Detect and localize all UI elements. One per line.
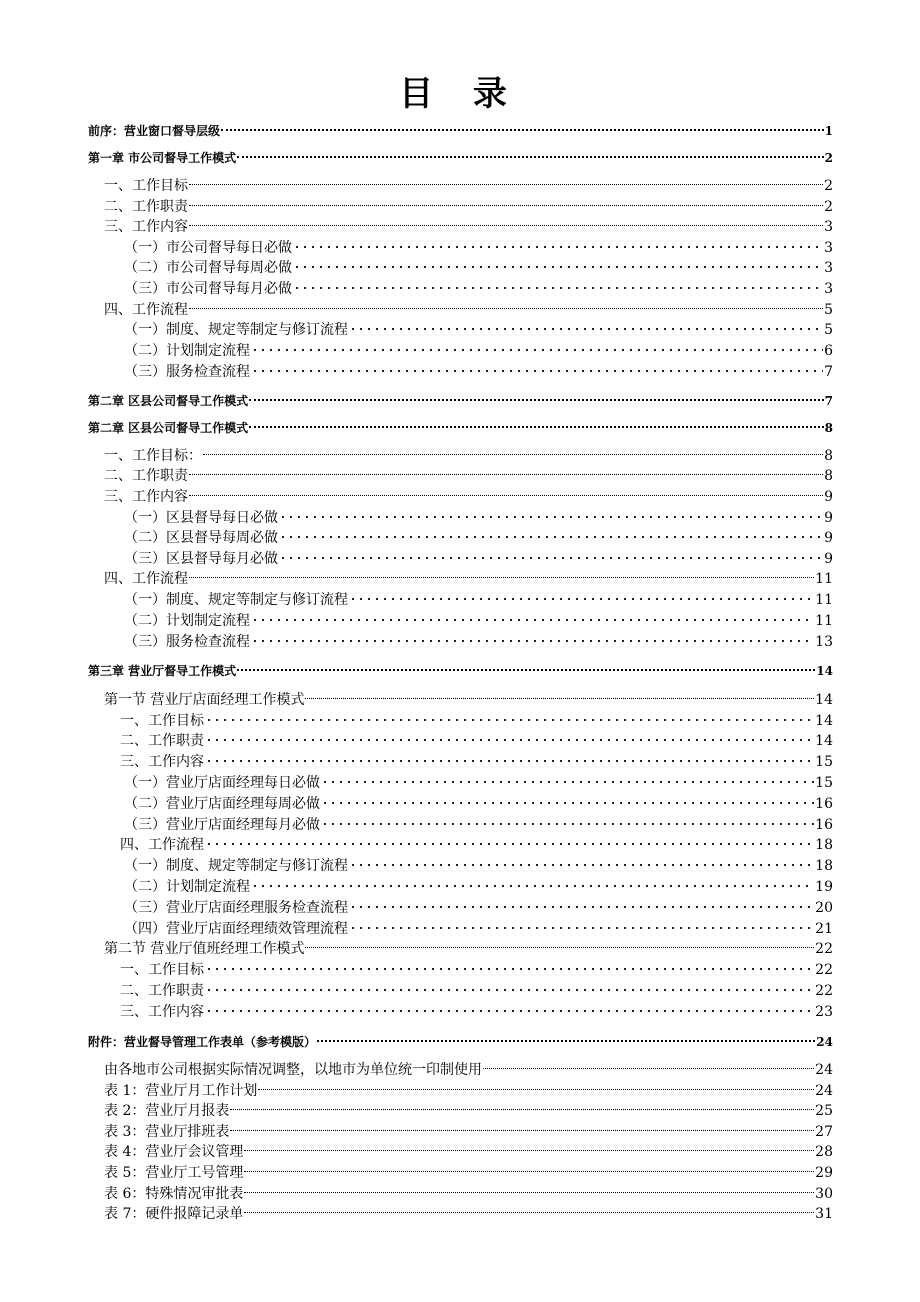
dot-leader — [249, 414, 823, 428]
toc-entry-label: （一）区县督导每日必做 — [124, 510, 278, 526]
toc-entry-label: （三）服务检查流程 — [124, 634, 250, 650]
dot-leader — [349, 327, 823, 331]
dot-leader — [205, 842, 814, 846]
dot-leader — [205, 988, 814, 992]
toc-entry-page: 14 — [815, 733, 833, 749]
toc-entry-label: 三、工作内容 — [104, 219, 188, 235]
toc-entry-label: 第一节 营业厅店面经理工作模式 — [104, 692, 305, 708]
toc-entry-label: 第一章 市公司督导工作模式 — [88, 151, 237, 165]
toc-entry-label: 三、工作内容 — [104, 489, 188, 505]
toc-entry[interactable] — [124, 257, 833, 277]
toc-entry-page: 9 — [824, 551, 833, 567]
toc-entry-chapter-3[interactable] — [88, 661, 833, 679]
dot-leader — [230, 1095, 814, 1110]
toc-entry-page: 7 — [824, 394, 833, 408]
toc-entry-label: 表 7：硬件报障记录单 — [104, 1206, 244, 1222]
toc-entry-label: （一）制度、规定等制定与修订流程 — [124, 322, 348, 338]
toc-entry-page: 5 — [824, 322, 833, 338]
toc-entry[interactable] — [124, 237, 833, 257]
toc-entry-label: （三）营业厅店面经理每月必做 — [124, 817, 320, 833]
toc-entry-label: 一、工作目标： — [104, 448, 202, 464]
toc-entry-page: 20 — [815, 900, 833, 916]
dot-leader — [279, 515, 823, 519]
dot-leader — [205, 738, 814, 742]
dot-leader — [189, 460, 823, 475]
dot-leader — [205, 967, 814, 971]
toc-entry-page: 2 — [824, 178, 833, 194]
toc-entry-page: 9 — [824, 530, 833, 546]
toc-entry-page: 25 — [815, 1103, 833, 1119]
toc-entry-page: 22 — [815, 941, 833, 957]
toc-entry[interactable] — [124, 814, 833, 834]
toc-entry-label: （二）计划制定流程 — [124, 879, 250, 895]
toc-entry-label: 表 3：营业厅排班表 — [104, 1124, 230, 1140]
dot-leader — [305, 684, 814, 699]
dot-leader — [251, 369, 823, 373]
toc-entry-label: （三）营业厅店面经理服务检查流程 — [124, 900, 348, 916]
toc-entry-page: 11 — [815, 613, 833, 629]
toc-entry-label: 表 4：营业厅会议管理 — [104, 1144, 244, 1160]
toc-entry-page: 19 — [815, 879, 833, 895]
toc-entry[interactable] — [120, 980, 833, 1000]
toc-entry-page: 7 — [824, 364, 833, 380]
dot-leader — [349, 926, 814, 930]
dot-leader — [251, 618, 814, 622]
toc-entry[interactable] — [124, 527, 833, 547]
toc-entry-page: 11 — [815, 571, 833, 587]
toc-entry-label: 四、工作流程 — [104, 571, 188, 587]
dot-leader — [483, 1054, 814, 1069]
toc-title: 目 录 — [399, 74, 521, 114]
dot-leader — [251, 884, 814, 888]
dot-leader — [189, 211, 823, 226]
toc-entry-label: （四）营业厅店面经理绩效管理流程 — [124, 921, 348, 937]
toc-entry-label: 表 2：营业厅月报表 — [104, 1103, 230, 1119]
toc-entry-page: 24 — [816, 1035, 833, 1049]
toc-entry-page: 14 — [816, 664, 833, 678]
toc-entry-label: （一）制度、规定等制定与修订流程 — [124, 858, 348, 874]
dot-leader — [321, 822, 814, 826]
toc-entry-label: 二、工作职责 — [120, 733, 204, 749]
dot-leader — [258, 1075, 814, 1090]
dot-leader — [189, 191, 823, 206]
toc-entry-page: 16 — [815, 796, 833, 812]
toc-entry-section-1[interactable] — [104, 689, 833, 709]
toc-entry-section-2[interactable] — [104, 938, 833, 958]
toc-entry-page: 3 — [824, 281, 833, 297]
toc-entry[interactable] — [124, 589, 833, 609]
toc-entry-page: 9 — [824, 510, 833, 526]
toc-entry-page: 22 — [815, 962, 833, 978]
toc-entry-page: 14 — [815, 692, 833, 708]
toc-entry-label: 表 6：特殊情况审批表 — [104, 1186, 244, 1202]
dot-leader — [317, 1028, 815, 1042]
toc-entry-page: 1 — [824, 124, 833, 138]
toc-entry-page: 29 — [815, 1165, 833, 1181]
toc-entry[interactable] — [104, 216, 833, 236]
toc-entry-page: 3 — [824, 240, 833, 256]
toc-entry-label: 三、工作内容 — [120, 754, 204, 770]
toc-entry-page: 18 — [815, 858, 833, 874]
toc-entry-label: 表 5：营业厅工号管理 — [104, 1165, 244, 1181]
toc-entry[interactable] — [124, 507, 833, 527]
toc-entry-page: 27 — [815, 1124, 833, 1140]
toc-entry-label: （一）市公司督导每日必做 — [124, 240, 292, 256]
toc-entry-page: 31 — [815, 1206, 833, 1222]
toc-entry-label: （一）营业厅店面经理每日必做 — [124, 775, 320, 791]
toc-entry[interactable] — [104, 299, 833, 319]
toc-entry-label: （三）服务检查流程 — [124, 364, 250, 380]
dot-leader — [251, 348, 823, 352]
dot-leader — [293, 265, 823, 269]
dot-leader — [205, 1009, 814, 1013]
toc-entry-page: 18 — [815, 837, 833, 853]
dot-leader — [205, 759, 814, 763]
toc-entry-label: 二、工作职责 — [104, 199, 188, 215]
toc-entry-label: 表 1：营业厅月工作计划 — [104, 1083, 258, 1099]
toc-entry-label: 四、工作流程 — [104, 302, 188, 318]
toc-entry[interactable] — [124, 361, 833, 381]
toc-entry[interactable] — [120, 959, 833, 979]
toc-entry[interactable] — [104, 486, 833, 506]
dot-leader — [321, 780, 814, 784]
toc-entry-label: 一、工作目标 — [120, 962, 204, 978]
dot-leader — [293, 286, 823, 290]
toc-entry-page: 11 — [815, 592, 833, 608]
dot-leader — [189, 294, 823, 309]
toc-entry[interactable] — [104, 1203, 833, 1223]
toc-entry-label: 第三章 营业厅督导工作模式 — [88, 664, 237, 678]
toc-entry-page: 21 — [815, 921, 833, 937]
toc-entry-page: 15 — [815, 754, 833, 770]
toc-entry-label: 第二章 区县公司督导工作模式 — [88, 421, 249, 435]
toc-entry-page: 15 — [815, 775, 833, 791]
toc-entry[interactable] — [120, 1001, 833, 1021]
dot-leader — [203, 440, 823, 455]
toc-entry-label: （二）计划制定流程 — [124, 343, 250, 359]
toc-entry-label: 二、工作职责 — [104, 468, 188, 484]
dot-leader — [189, 563, 814, 578]
dot-leader — [237, 144, 823, 158]
toc-entry-page: 3 — [824, 260, 833, 276]
toc-entry-chapter-2b[interactable] — [88, 418, 833, 436]
toc-entry-page: 14 — [815, 713, 833, 729]
toc-entry-page: 28 — [815, 1144, 833, 1160]
toc-entry[interactable] — [120, 710, 833, 730]
toc-entry-label: （二）区县督导每周必做 — [124, 530, 278, 546]
toc-entry-page: 16 — [815, 817, 833, 833]
toc-entry-page: 3 — [824, 219, 833, 235]
toc-entry-label: （三）市公司督导每月必做 — [124, 281, 292, 297]
dot-leader — [249, 387, 823, 401]
dot-leader — [205, 718, 814, 722]
toc-entry-page: 13 — [815, 634, 833, 650]
toc-entry[interactable] — [124, 855, 833, 875]
toc-entry-page: 8 — [824, 468, 833, 484]
toc-entry-label: 一、工作目标 — [104, 178, 188, 194]
dot-leader — [279, 556, 823, 560]
toc-entry-appendix[interactable] — [88, 1032, 833, 1050]
toc-entry[interactable] — [124, 340, 833, 360]
toc-entry-label: （二）市公司督导每周必做 — [124, 260, 292, 276]
toc-entry-label: 第二节 营业厅值班经理工作模式 — [104, 941, 305, 957]
dot-leader — [279, 535, 823, 539]
toc-entry-page: 30 — [815, 1186, 833, 1202]
toc-entry-page: 24 — [815, 1083, 833, 1099]
dot-leader — [251, 639, 814, 643]
toc-entry[interactable] — [124, 610, 833, 630]
toc-entry-label: 四、工作流程 — [120, 837, 204, 853]
dot-leader — [349, 863, 814, 867]
toc-entry-label: 前序：营业窗口督导层级 — [88, 124, 221, 138]
toc-entry[interactable] — [124, 772, 833, 792]
toc-entry[interactable] — [124, 876, 833, 896]
toc-entry-chapter-2[interactable] — [88, 391, 833, 409]
toc-entry-page: 6 — [824, 343, 833, 359]
toc-entry-page: 22 — [815, 983, 833, 999]
toc-entry-preface[interactable] — [88, 121, 833, 139]
toc-entry-label: 第二章 区县公司督导工作模式 — [88, 394, 249, 408]
toc-entry-label: （二）营业厅店面经理每周必做 — [124, 796, 320, 812]
toc-entry-label: （三）区县督导每月必做 — [124, 551, 278, 567]
toc-entry-page: 2 — [824, 199, 833, 215]
toc-entry-label: （一）制度、规定等制定与修订流程 — [124, 592, 348, 608]
dot-leader — [244, 1157, 814, 1172]
toc-entry-label: 一、工作目标 — [120, 713, 204, 729]
toc-entry-label: 由各地市公司根据实际情况调整，以地市为单位统一印制使用 — [104, 1062, 482, 1078]
toc-entry[interactable] — [120, 834, 833, 854]
toc-entry-label: 附件：营业督导管理工作表单（参考模版） — [88, 1035, 317, 1049]
toc-entry-chapter-1[interactable] — [88, 148, 833, 166]
toc-entry-page: 8 — [824, 421, 833, 435]
toc-entry-page: 2 — [824, 151, 833, 165]
dot-leader — [230, 1116, 814, 1131]
dot-leader — [349, 597, 814, 601]
dot-leader — [321, 801, 814, 805]
toc-entry-page: 24 — [815, 1062, 833, 1078]
dot-leader — [244, 1178, 814, 1193]
toc-entry[interactable] — [124, 793, 833, 813]
toc-entry-page: 9 — [824, 489, 833, 505]
dot-leader — [237, 657, 815, 671]
dot-leader — [221, 117, 824, 131]
toc-entry[interactable] — [124, 319, 833, 339]
dot-leader — [305, 933, 814, 948]
toc-entry-page: 5 — [824, 302, 833, 318]
toc-entry[interactable] — [120, 751, 833, 771]
toc-entry-label: （二）计划制定流程 — [124, 613, 250, 629]
toc-entry[interactable] — [124, 631, 833, 651]
toc-entry-page: 23 — [815, 1004, 833, 1020]
dot-leader — [293, 245, 823, 249]
toc-entry[interactable] — [104, 568, 833, 588]
dot-leader — [244, 1136, 814, 1151]
dot-leader — [189, 170, 823, 185]
toc-entry-label: 三、工作内容 — [120, 1004, 204, 1020]
toc-entry[interactable] — [124, 897, 833, 917]
toc-entry[interactable] — [120, 730, 833, 750]
toc-entry-label: 二、工作职责 — [120, 983, 204, 999]
dot-leader — [349, 905, 814, 909]
dot-leader — [244, 1198, 814, 1213]
toc-entry-page: 8 — [824, 448, 833, 464]
dot-leader — [189, 481, 823, 496]
